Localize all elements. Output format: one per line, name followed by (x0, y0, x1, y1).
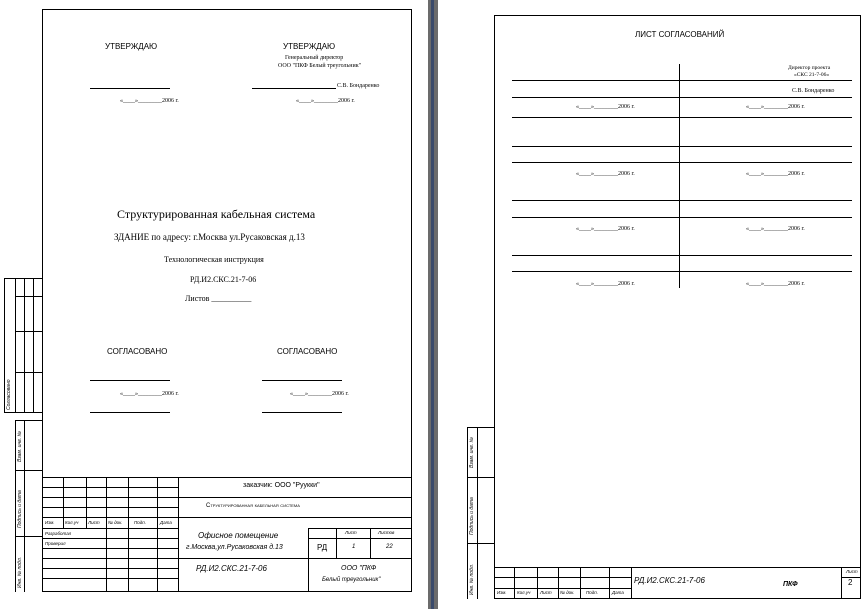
side-label-orig: Инв. № подл. (17, 556, 23, 588)
stamp-company-1: ООО "ПКФ (341, 565, 377, 572)
side-label-inv: Взам. инв. № (17, 431, 23, 462)
stamp-grid-line (128, 477, 129, 592)
date-field: «____»________2006 г. (120, 391, 179, 397)
side-label-orig: Инв. № подл. (469, 563, 475, 595)
stamp-customer: заказчик: ООО "Руукки" (243, 482, 320, 489)
side-label-sign: Подпись и дата (469, 497, 475, 535)
stamp-grid-line (157, 477, 158, 592)
frame-bottom (42, 591, 412, 592)
stamp-grid-line (514, 567, 515, 598)
date-field: «____»________2006 г. (576, 281, 635, 287)
table-row-line (512, 80, 852, 81)
table-row-line (512, 162, 852, 163)
signature-line (262, 380, 342, 381)
stamp-top (42, 477, 412, 478)
frame-right (411, 9, 412, 592)
table-row-line (512, 146, 852, 147)
stamp-grid-line (86, 477, 87, 528)
stamp-grid-line (580, 567, 581, 598)
stamp-col-date: Дата (612, 590, 624, 595)
stamp-grid-line (106, 477, 107, 592)
side-strip-line (467, 427, 494, 428)
approver-title-2: ООО "ПКФ Белый треугольник" (278, 63, 362, 69)
stamp-line (178, 497, 412, 498)
stamp-col-izm: Изм. (497, 590, 507, 595)
side-strip-line (15, 420, 42, 421)
side-label-inv: Взам. инв. № (469, 437, 475, 468)
stamp-col-list: Лист (540, 590, 552, 595)
side-strip-line (4, 278, 42, 279)
frame-left (42, 9, 43, 592)
date-field: «____»________2006 г. (746, 171, 805, 177)
frame-right (860, 15, 861, 599)
side-strip-line (467, 427, 468, 599)
side-agreed-label: Согласовано (6, 379, 12, 410)
signature-line (262, 412, 342, 413)
stamp-sheets-header: Листов (378, 530, 395, 535)
side-strip-line (15, 420, 16, 592)
date-field: «____»________2006 г. (746, 281, 805, 287)
signature-line (90, 412, 170, 413)
document-type: Технологическая инструкция (164, 255, 264, 264)
stamp-col-doc: № док. (560, 590, 575, 595)
table-row-line (512, 217, 852, 218)
document-title: Структурированная кабельная система (117, 207, 316, 221)
stamp-line (370, 528, 371, 558)
frame-bottom (494, 598, 861, 599)
side-strip-line (15, 536, 42, 537)
stamp-line (178, 517, 412, 518)
signature-line (90, 380, 170, 381)
side-strip-line (467, 477, 494, 478)
stamp-col-date: Дата (160, 520, 172, 525)
table-row-line (512, 255, 852, 256)
page-title: ЛИСТ СОГЛАСОВАНИЙ (635, 30, 725, 39)
stamp-company-2: Белый треугольник" (322, 577, 381, 583)
side-strip-line (467, 543, 494, 544)
side-strip-line (15, 278, 16, 412)
stamp-col-kol: Кол.уч (517, 590, 531, 595)
date-field: «____»________2006 г. (746, 226, 805, 232)
stamp-grid-line (558, 567, 559, 598)
frame-top (494, 15, 861, 16)
stamp-col-doc: № док. (108, 520, 123, 525)
stamp-code: РД.И2.СКС.21-7-06 (634, 576, 705, 585)
table-row-line (512, 117, 852, 118)
stamp-checked: Проверил (45, 541, 66, 546)
stamp-object-1: Офисное помещение (198, 531, 279, 540)
table-row-line (512, 97, 852, 98)
stamp-grid-line (63, 477, 64, 528)
stamp-company: ПКФ (783, 581, 798, 588)
side-strip-line (15, 470, 42, 471)
stamp-grid-line (609, 567, 610, 598)
side-strip-line (15, 372, 42, 373)
date-field: «____»________2006 г. (746, 104, 805, 110)
agreed-left: СОГЛАСОВАНО (107, 347, 168, 356)
side-strip-line (15, 331, 42, 332)
stamp-line (178, 477, 179, 592)
date-field: «____»________2006 г. (290, 391, 349, 397)
stamp-col-sign: Подп. (586, 590, 598, 595)
side-strip-line (24, 420, 25, 592)
stamp-stage: РД (317, 543, 328, 552)
stamp-line (178, 558, 412, 559)
side-strip-line (4, 412, 42, 413)
stamp-sheets: 22 (386, 544, 393, 550)
stamp-system: Структурированная кабельная система (206, 503, 300, 509)
approve-right: УТВЕРЖДАЮ (283, 42, 336, 51)
stamp-sheet-number: 2 (848, 578, 853, 587)
stamp-sheet: 1 (352, 544, 356, 550)
date-field: «____»________2006 г. (120, 98, 179, 104)
page-1 (0, 0, 428, 609)
table-row-line (512, 200, 852, 201)
page-divider[interactable] (428, 0, 438, 609)
frame-left (494, 15, 495, 599)
director-name: С.В. Бондаренко (792, 88, 835, 94)
stamp-sheet-label: Лист (846, 569, 858, 574)
signature-line (252, 88, 336, 89)
frame-top (42, 9, 412, 10)
stamp-grid-line (631, 567, 632, 598)
date-field: «____»________2006 г. (576, 104, 635, 110)
stamp-top (494, 567, 861, 568)
signature-line (90, 88, 170, 89)
building-address: ЗДАНИЕ по адресу: г.Москва ул.Русаковская д.13 (114, 232, 305, 242)
stamp-grid-line (841, 567, 842, 598)
stamp-developed: Разработал (45, 531, 72, 536)
side-strip-line (15, 296, 42, 297)
side-label-sign: Подпись и дата (17, 490, 23, 528)
approve-left: УТВЕРЖДАЮ (105, 42, 158, 51)
stamp-col-list: Лист (88, 520, 100, 525)
sheets-count: Листов __________ (185, 294, 252, 303)
stamp-grid-line (537, 567, 538, 598)
side-strip-line (4, 278, 5, 412)
document-code: РД.И2.СКС.21-7-06 (190, 275, 257, 284)
agreed-right: СОГЛАСОВАНО (277, 347, 338, 356)
side-strip-line (33, 278, 34, 412)
approver-name: С.В. Бондаренко (337, 83, 380, 89)
side-strip-line (477, 427, 478, 599)
stamp-col-sign: Подп. (134, 520, 146, 525)
stamp-line (308, 538, 412, 539)
page-2 (438, 0, 866, 609)
stamp-line (336, 528, 337, 558)
date-field: «____»________2006 г. (296, 98, 355, 104)
side-strip-line (24, 278, 25, 412)
stamp-col-izm: Изм. (45, 520, 55, 525)
date-field: «____»________2006 г. (576, 171, 635, 177)
approver-title-1: Генеральный директор (285, 55, 344, 61)
stamp-col-kol: Кол.уч (65, 520, 79, 525)
table-row-line (512, 271, 852, 272)
director-title-1: Директор проекта (788, 65, 831, 71)
stamp-sheet-header: Лист (345, 530, 357, 535)
director-title-2: «СКС 21-7-06» (794, 72, 830, 78)
date-field: «____»________2006 г. (576, 226, 635, 232)
stamp-line (308, 528, 412, 529)
stamp-code: РД.И2.СКС.21-7-06 (196, 564, 267, 573)
stamp-object-2: г.Москва,ул.Русаковская д.13 (186, 544, 283, 551)
